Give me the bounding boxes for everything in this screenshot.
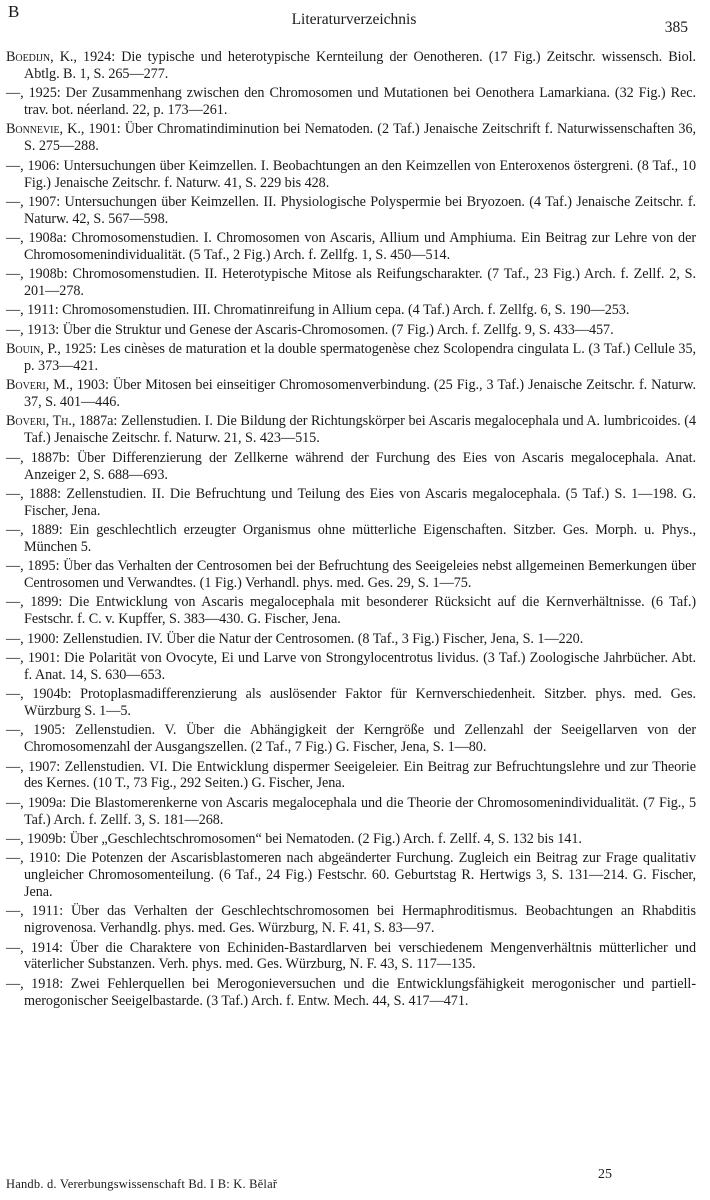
bibliography-entry [6,158,696,192]
bibliography-entry [6,650,696,684]
entry-text: —, 1888: Zellenstudien. II. Die Befruchtung und Teilung des Eies von Ascaris megalocephala. (5 Taf.) S. 1—198. G. Fischer, Jena. [6,485,696,519]
bibliography-entry [6,230,696,264]
bibliography-entry [6,940,696,974]
entry-text: —, 1908a: Chromosomenstudien. I. Chromosomen von Ascaris, Allium und Amphiuma. Ein Beitrag zur Lehre von der Chromosomenindividualität. (5 Taf., 2 Fig.) Arch. f. Zellfg. 1, S. 450—514. [6,230,696,263]
entry-author: Boveri, Th., [6,413,76,430]
bibliography-entry [6,377,696,411]
bibliography-entry [6,121,696,155]
entry-text: —, 1909a: Die Blastomerenkerne von Ascaris megalocephala und die Theorie der Chromosomenindividualität. (7 Fig., 5 Taf.) Arch. f. Zellf. 3, S. 181—268. [6,794,696,828]
entry-text: —, 1907: Zellenstudien. VI. Die Entwicklung dispermer Seeigeleier. Ein Beitrag zur Befruchtungslehre und zur Theorie des Kernes. (10 T., 73 Fig., 292 Seiten.) G. Fischer, Jena. [6,758,696,792]
entry-text: 1901: Über Chromatindiminution bei Nematoden. (2 Taf.) Jenaische Zeitschrift f. Naturwissenschaften 36, S. 275—288. [24,121,697,155]
bibliography-entry [6,594,696,628]
entry-author: Boveri, M., [6,377,73,394]
entry-text: —, 1904b: Protoplasmadifferenzierung als auslösender Faktor für Kernverschiedenheit. Sitzber. phys. med. Ges. Würzburg S. 1—5. [6,686,696,720]
entry-text: —, 1901: Die Polarität von Ovocyte, Ei und Larve von Strongylocentrotus lividus. (3 Taf.) Zoologische Jahrbücher. Abt. f. Anat. 14, S. 630—653. [6,649,696,683]
entry-author: Boedijn, K., [6,49,77,65]
bibliography-entry [6,49,696,83]
entry-text: —, 1918: Zwei Fehlerquellen bei Merogonieversuchen und die Entwicklungsfähigkeit merogonischer und partiell-merogonischer Seeigelbastarde. (3 Taf.) Arch. f. Entw. Mech. 44, S. 417—471. [6,975,696,1009]
page-footer [6,1167,696,1197]
bibliography-entry [6,341,696,375]
entry-text: —, 1899: Die Entwicklung von Ascaris megalocephala mit besonderer Rücksicht auf die Kernverhältnisse. (6 Taf.) Festschr. f. C. v. Kupffer, S. 383—430. G. Fischer, Jena. [6,594,696,628]
bibliography-entry [6,322,696,339]
running-title: Literaturverzeichnis [291,11,417,28]
bibliography-list [6,49,696,1012]
entry-author: Bouin, P., [6,341,61,358]
entry-text: 1924: Die typische und heterotypische Kernteilung der Oenotheren. (17 Fig.) Zeitschr. wissensch. Biol. Abtlg. B. 1, S. 265—277. [24,49,696,82]
entry-text: —, 1908b: Chromosomenstudien. II. Heterotypische Mitose als Reifungscharakter. (7 Taf., 23 Fig.) Arch. f. Zellf. 2, S. 201—278. [6,266,696,300]
bibliography-entry [6,558,696,592]
bibliography-entry [6,522,696,556]
entry-text: —, 1887b: Über Differenzierung der Zellkerne während der Furchung des Eies von Ascaris megalocephala. Anat. Anzeiger 2, S. 688—693. [6,449,696,483]
entry-text: 1903: Über Mitosen bei einseitiger Chromosomenverbindung. (25 Fig., 3 Taf.) Jenaische Zeitschr. f. Naturw. 37, S. 401—446. [24,377,696,411]
entry-text: —, 1910: Die Potenzen der Ascarisblastomeren nach abgeänderter Furchung. Zugleich ein Beitrag zur Frage qualitativ ungleicher Chromosomenteilung. (6 Taf., 24 Fig.) Festschr. 60. Geburtstag R. Hertwigs 3, S. 131—214. G. Fischer, Jena. [6,850,696,901]
bibliography-entry [6,976,696,1010]
bibliography-entry [6,302,696,319]
entry-author: Bonnevie, K., [6,121,85,138]
entry-text: —, 1907: Untersuchungen über Keimzellen. II. Physiologische Polyspermie bei Bryozoen. (4 Taf.) Jenaische Zeitschr. f. Naturw. 42, S. 567—598. [6,193,696,227]
page-header [6,0,702,48]
page-number: 385 [664,19,688,36]
entry-text: 1925: Les cinèses de maturation et la double spermatogenèse chez Scolopendra cingulata L. (3 Taf.) Cellule 35, p. 373—421. [24,341,697,374]
bibliography-entry [6,903,696,937]
bibliography-entry [6,795,696,829]
bibliography-entry [6,850,696,901]
entry-text: —, 1911: Über das Verhalten der Geschlechtschromosomen bei Hermaphroditismus. Beobachtungen an Rhabditis nigrovenosa. Verhandlg. phys. med. Ges. Würzburg, N. F. 41, S. 83—97. [6,903,696,937]
entry-text: —, 1914: Über die Charaktere von Echiniden-Bastardlarven bei verschiedenem Mengenverhältnis mütterlicher und väterlicher Substanzen. Verh. phys. med. Ges. Würzburg, N. F. 43, S. 117—135. [6,939,696,973]
bibliography-entry [6,759,696,793]
entry-text: —, 1913: Über die Struktur und Genese der Ascaris-Chromosomen. (7 Fig.) Arch. f. Zellfg. 9, S. 433—457. [6,321,614,338]
entry-text: 1887a: Zellenstudien. I. Die Bildung der Richtungskörper bei Ascaris megalocephala und A. lumbricoides. (4 Taf.) Jenaische Zeitschr. f. Naturw. 21, S. 423—515. [24,413,696,447]
entry-text: —, 1900: Zellenstudien. IV. Über die Natur der Centrosomen. (8 Taf., 3 Fig.) Fischer, Jena, S. 1—220. [6,630,584,647]
section-letter: B [8,2,20,21]
entry-text: —, 1911: Chromosomenstudien. III. Chromatinreifung in Allium cepa. (4 Taf.) Arch. f. Zellfg. 6, S. 190—253. [6,302,630,319]
entry-text: —, 1925: Der Zusammenhang zwischen den Chromosomen und Mutationen bei Oenothera Lamarkiana. (32 Fig.) Rec. trav. bot. néerland. 22, p. 173—261. [6,85,696,119]
signature-mark: 25 [598,1167,612,1182]
bibliography-entry [6,686,696,720]
bibliography-entry [6,831,696,848]
entry-text: —, 1905: Zellenstudien. V. Über die Abhängigkeit der Kerngröße und Zellenzahl der Seeigellarven von der Chromosomenzahl der Ausgangszellen. (2 Taf., 7 Fig.) G. Fischer, Jena, S. 1—80. [6,722,696,756]
bibliography-entry [6,85,696,119]
bibliography-entry [6,486,696,520]
entry-text: —, 1895: Über das Verhalten der Centrosomen bei der Befruchtung des Seeigeleies nebst allgemeinen Bemerkungen über Centrosomen und Verwandtes. (1 Fig.) Verhandl. phys. med. Ges. 29, S. 1—75. [6,558,696,592]
footer-imprint: Handb. d. Vererbungswissenschaft Bd. I B: K. Bělař [6,1177,278,1191]
entry-text: —, 1909b: Über „Geschlechtschromosomen“ bei Nematoden. (2 Fig.) Arch. f. Zellf. 4, S. 132 bis 141. [6,830,582,847]
entry-text: —, 1889: Ein geschlechtlich erzeugter Organismus ohne mütterliche Eigenschaften. Sitzber. Ges. Morph. u. Phys., München 5. [6,522,696,555]
bibliography-entry [6,266,696,300]
bibliography-entry [6,194,696,228]
bibliography-entry [6,631,696,648]
bibliography-entry [6,722,696,756]
bibliography-entry [6,413,696,447]
bibliography-entry [6,450,696,484]
entry-text: —, 1906: Untersuchungen über Keimzellen. I. Beobachtungen an den Keimzellen von Enteroxenos östergreni. (8 Taf., 10 Fig.) Jenaische Zeitschr. f. Naturw. 41, S. 229 bis 428. [6,157,696,191]
